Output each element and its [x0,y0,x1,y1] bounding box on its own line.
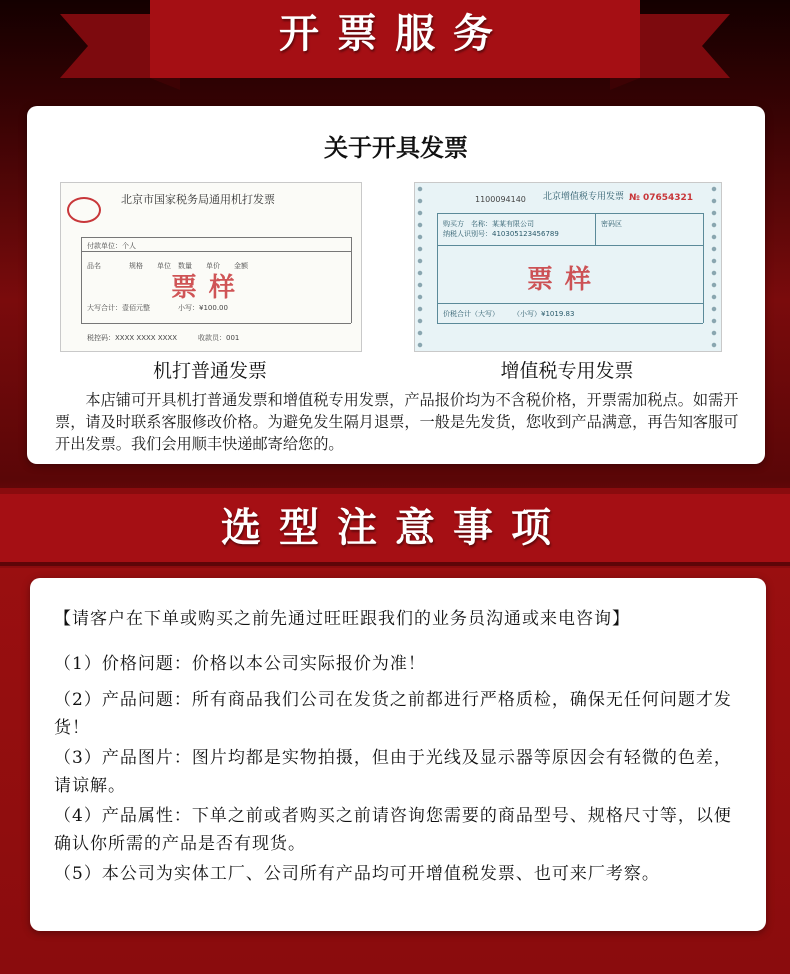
tax-seal-icon [67,197,101,223]
vat-invoice-number: № 07654321 [629,193,694,203]
invoice-card [27,106,765,464]
invoice-heading: 关于开具发票 [324,134,468,162]
caption-plain-invoice: 机打普通发票 [152,360,267,382]
section-title-notes: 选型注意事项 [221,504,569,551]
note-item-quality: （2）产品问题：所有商品我们公司在发货之前都进行严格质检，确保无任何问题才发货！ [54,690,732,738]
invoice-description: 本店铺可开具机打普通发票和增值税专用发票，产品报价均为不含税价格，开票需加税点。如需开票，请及时联系客服修改价格。为避免发生隔月退票，一般是先发货，您收到产品满意，再告知客服可开出发票。我们会用顺丰快递邮寄给您的。 [55,391,739,453]
section-banner-invoice [0,0,790,96]
vat-invoice-stamp: 票样 [527,265,604,295]
vat-invoice-code: 1100094140 [475,195,526,204]
section-title-invoice: 开票服务 [279,10,511,57]
notes-list [54,650,744,890]
note-item-images: （3）产品图片：图片均都是实物拍摄，但由于光线及显示器等原因会有轻微的色差，请谅解。 [54,748,732,796]
note-item-attributes: （4）产品属性：下单之前或者购买之前请咨询您需要的商品型号、规格尺寸等，以便确认你所需的产品是否有现货。 [54,806,732,854]
invoice-sample-plain: 北京市国家税务局通用机打发票 付款单位：个人 品名 规格 单位 数量 单价 金额 大写合计：壹佰元整 小写：¥100.00 税控码：XXXX XXXX XXXX 收款员：001 票样 [60,182,362,352]
notes-card [30,578,766,931]
plain-invoice-stamp: 票样 [171,273,248,303]
vat-invoice-title: 北京增值税专用发票 [543,192,625,202]
note-item-factory: （5）本公司为实体工厂、公司所有产品均可开增值税发票、也可来厂考察。 [54,864,660,884]
caption-vat-invoice: 增值税专用发票 [500,360,634,382]
invoice-sample-vat: 1100094140 北京增值税专用发票 № 07654321 购买方 名称：某某有限公司 纳税人识别号：410305123456789 密码区 价税合计（大写） （小写）¥1019.83 票样 [414,182,722,352]
note-item-price: （1）价格问题：价格以本公司实际报价为准！ [54,654,426,674]
section-banner-notes [0,488,790,584]
plain-invoice-title: 北京市国家税务局通用机打发票 [121,193,275,206]
notes-intro: 【请客户在下单或购买之前先通过旺旺跟我们的业务员沟通或来电咨询】 [54,609,630,629]
